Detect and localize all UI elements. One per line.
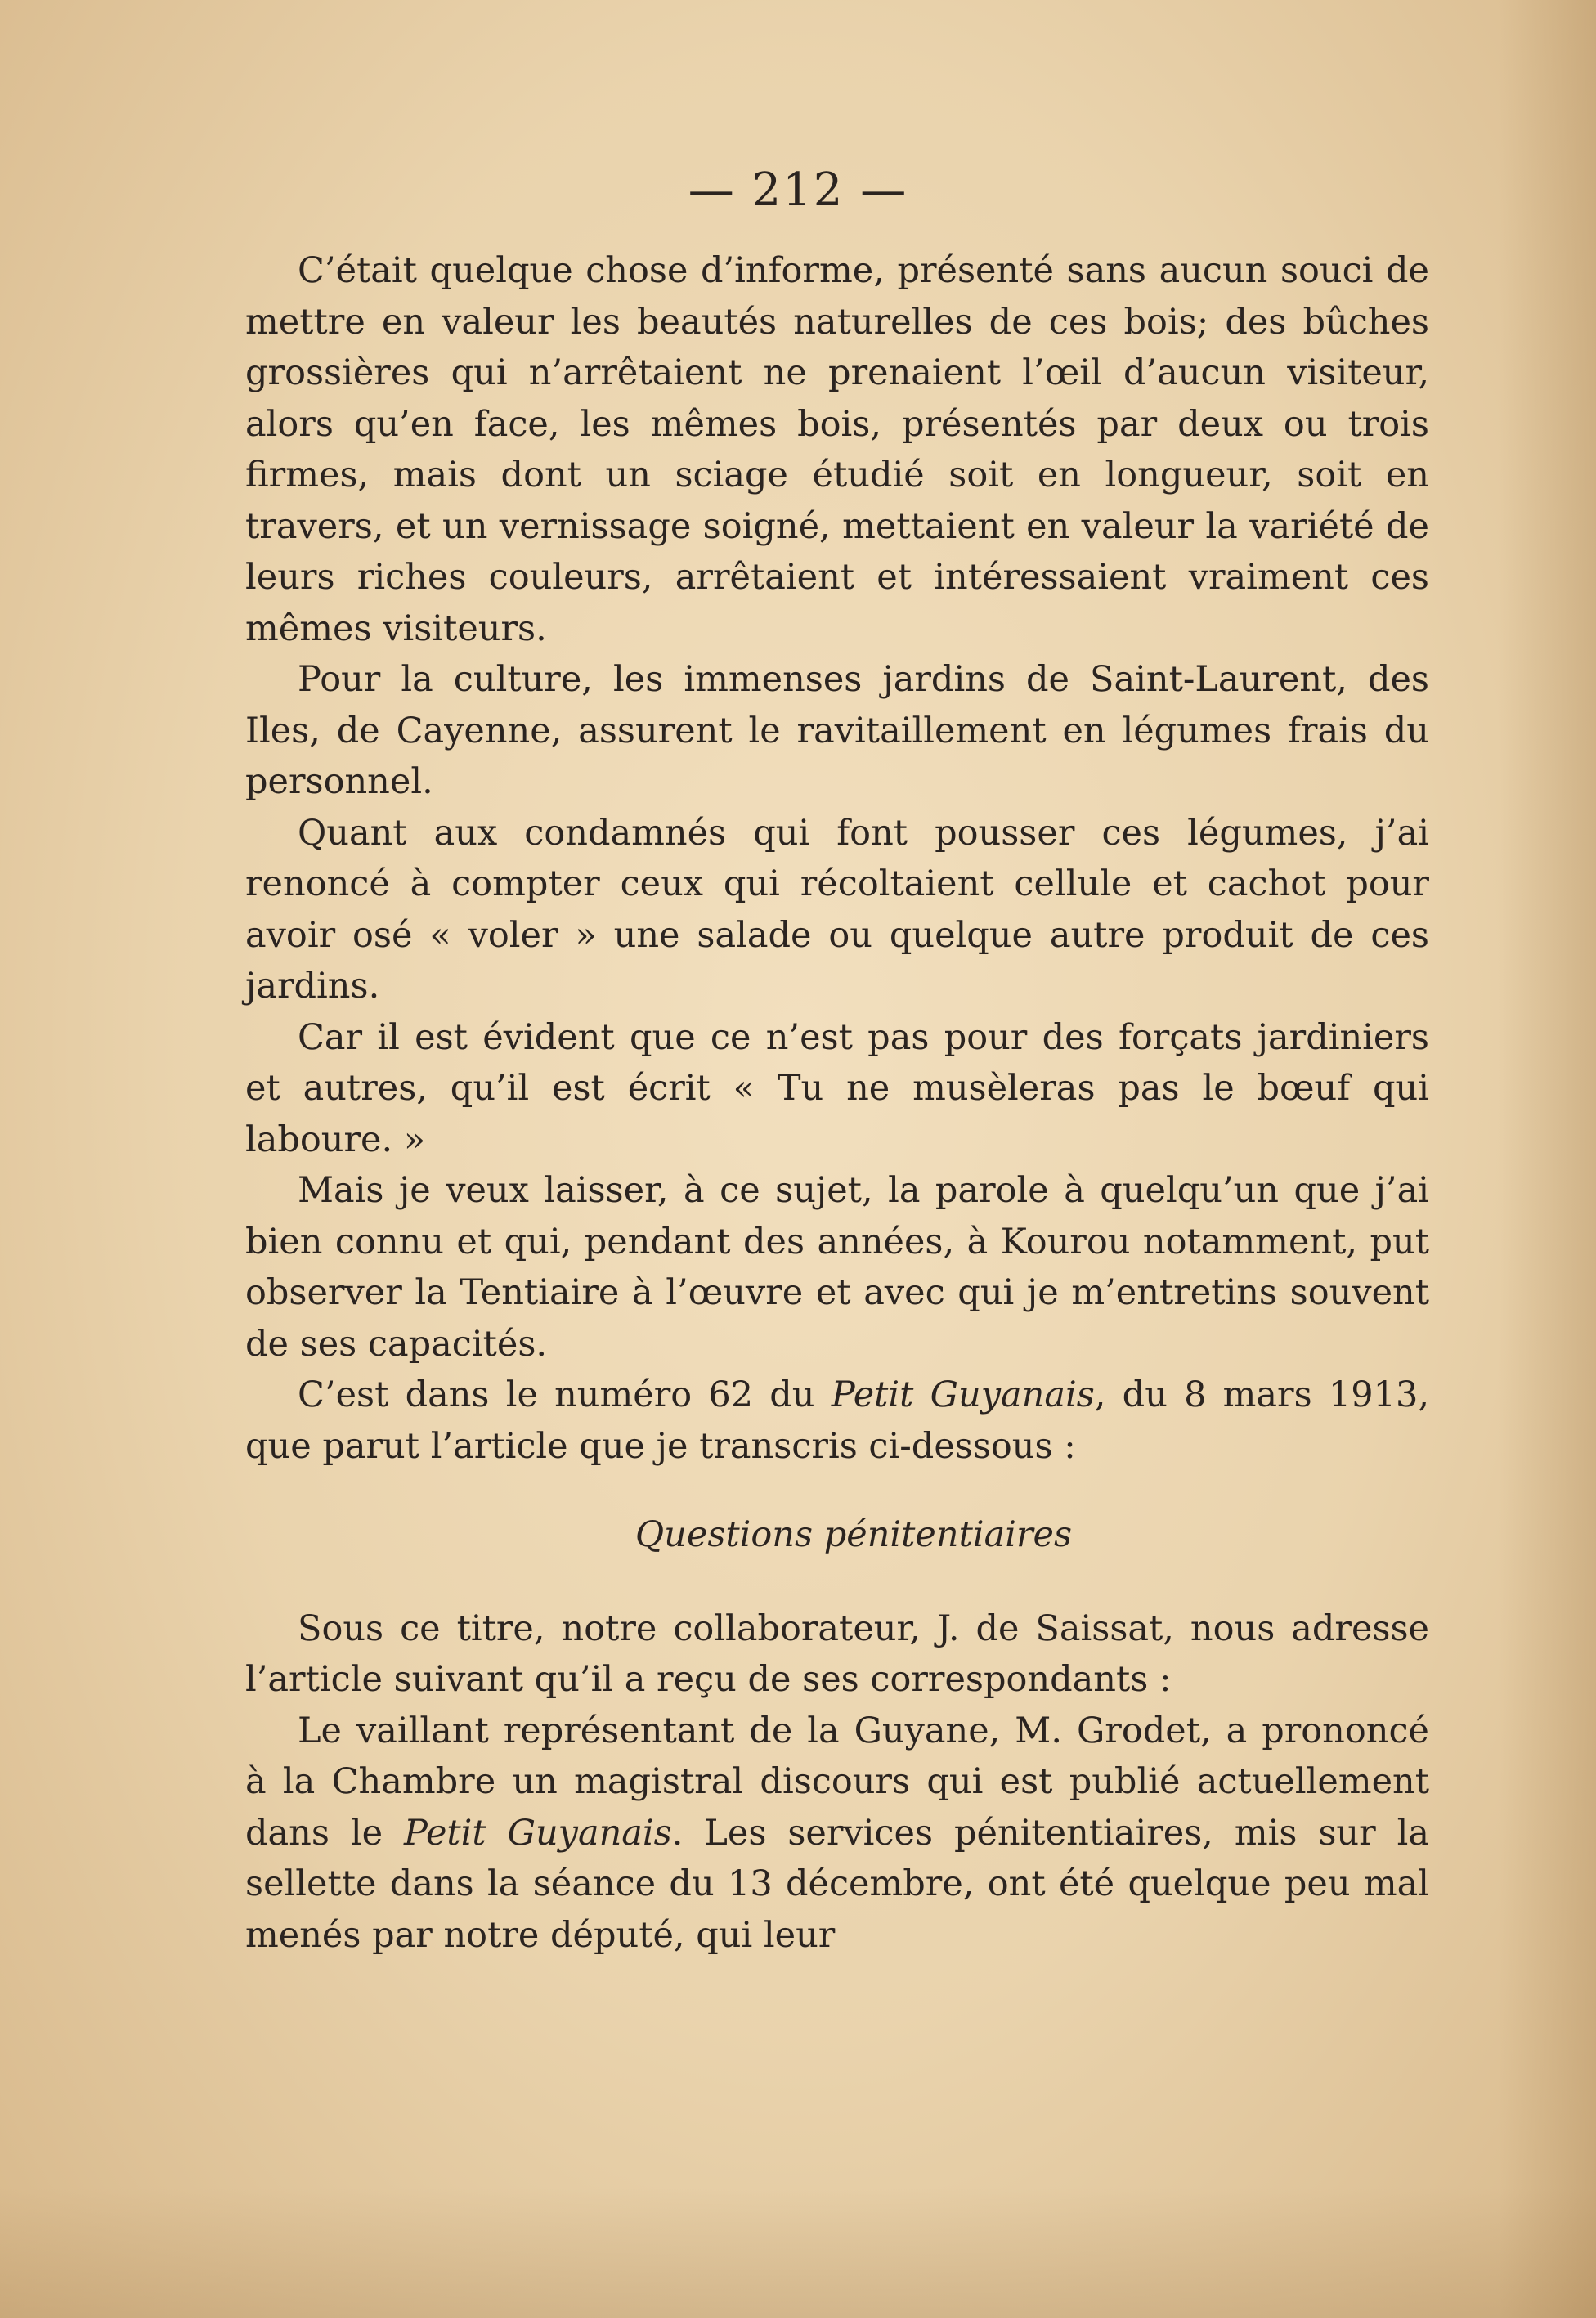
newspaper-title: Petit Guyanais: [831, 1374, 1095, 1415]
page-bottom-shadow: [0, 2187, 1596, 2318]
citation-paragraph: [245, 1370, 1429, 1472]
page-number: — 212 —: [688, 164, 908, 217]
paragraph: Car il est évident que ce n’est pas pour des forçats jardiniers et autres, qu’il est écrit « Tu ne musèleras pas le bœuf qui laboure. »: [245, 1016, 1429, 1160]
paragraph: Pour la culture, les immenses jardins de Saint-Laurent, des Iles, de Cayenne, assurent le ravitaillement en légumes frais du personnel.: [245, 659, 1429, 802]
article-intro: Sous ce titre, notre collaborateur, J. de Saissat, nous adresse l’article suivant qu’il a reçu de ses correspondants :: [245, 1607, 1429, 1700]
article-text-before: Le vaillant représentant de la Guyane, M. Grodet, a prononcé à la Chambre un magistral discours qui est publié actuellement dans le: [245, 1710, 1429, 1854]
newspaper-title: Petit Guyanais: [403, 1812, 672, 1854]
article-text-after: . Les services pénitentiaires, mis sur la sellette dans la séance du 13 décembre, ont été quelque peu mal menés par notre député, qui leur: [245, 1812, 1429, 1956]
citation-text-after: , du 8 mars 1913, que parut l’article que je transcris ci-dessous :: [245, 1374, 1429, 1467]
article-body: [245, 1706, 1429, 1962]
paragraph: Mais je veux laisser, à ce sujet, la parole à quelqu’un que j’ai bien connu et qui, pendant des années, à Kourou notamment, put observer la Tentiaire à l’œuvre et avec qui je m’entretins souvent de ses capacités.: [245, 1170, 1429, 1365]
body-text: [245, 245, 1429, 1961]
paragraph: C’était quelque chose d’informe, présenté sans aucun souci de mettre en valeur les beautés naturelles de ces bois; des bûches grossières qui n’arrêtaient ne prenaient l’œil d’aucun visiteur, alors qu’en face, les mêmes bois, présentés par deux ou trois firmes, mais dont un sciage étudié soit en longueur, soit en travers, et un vernissage soigné, mettaient en valeur la variété de leurs riches couleurs, arrêtaient et intéressaient vraiment ces mêmes visiteurs.: [245, 250, 1429, 649]
paragraph: Quant aux condamnés qui font pousser ces légumes, j’ai renoncé à compter ceux qui récoltaient cellule et cachot pour avoir osé « voler » une salade ou quelque autre produit de ces jardins.: [245, 812, 1429, 1007]
page-edge-shadow: [1498, 0, 1596, 2318]
section-heading: Questions pénitentiaires: [634, 1514, 1073, 1555]
citation-text-before: C’est dans le numéro 62 du: [298, 1374, 832, 1415]
